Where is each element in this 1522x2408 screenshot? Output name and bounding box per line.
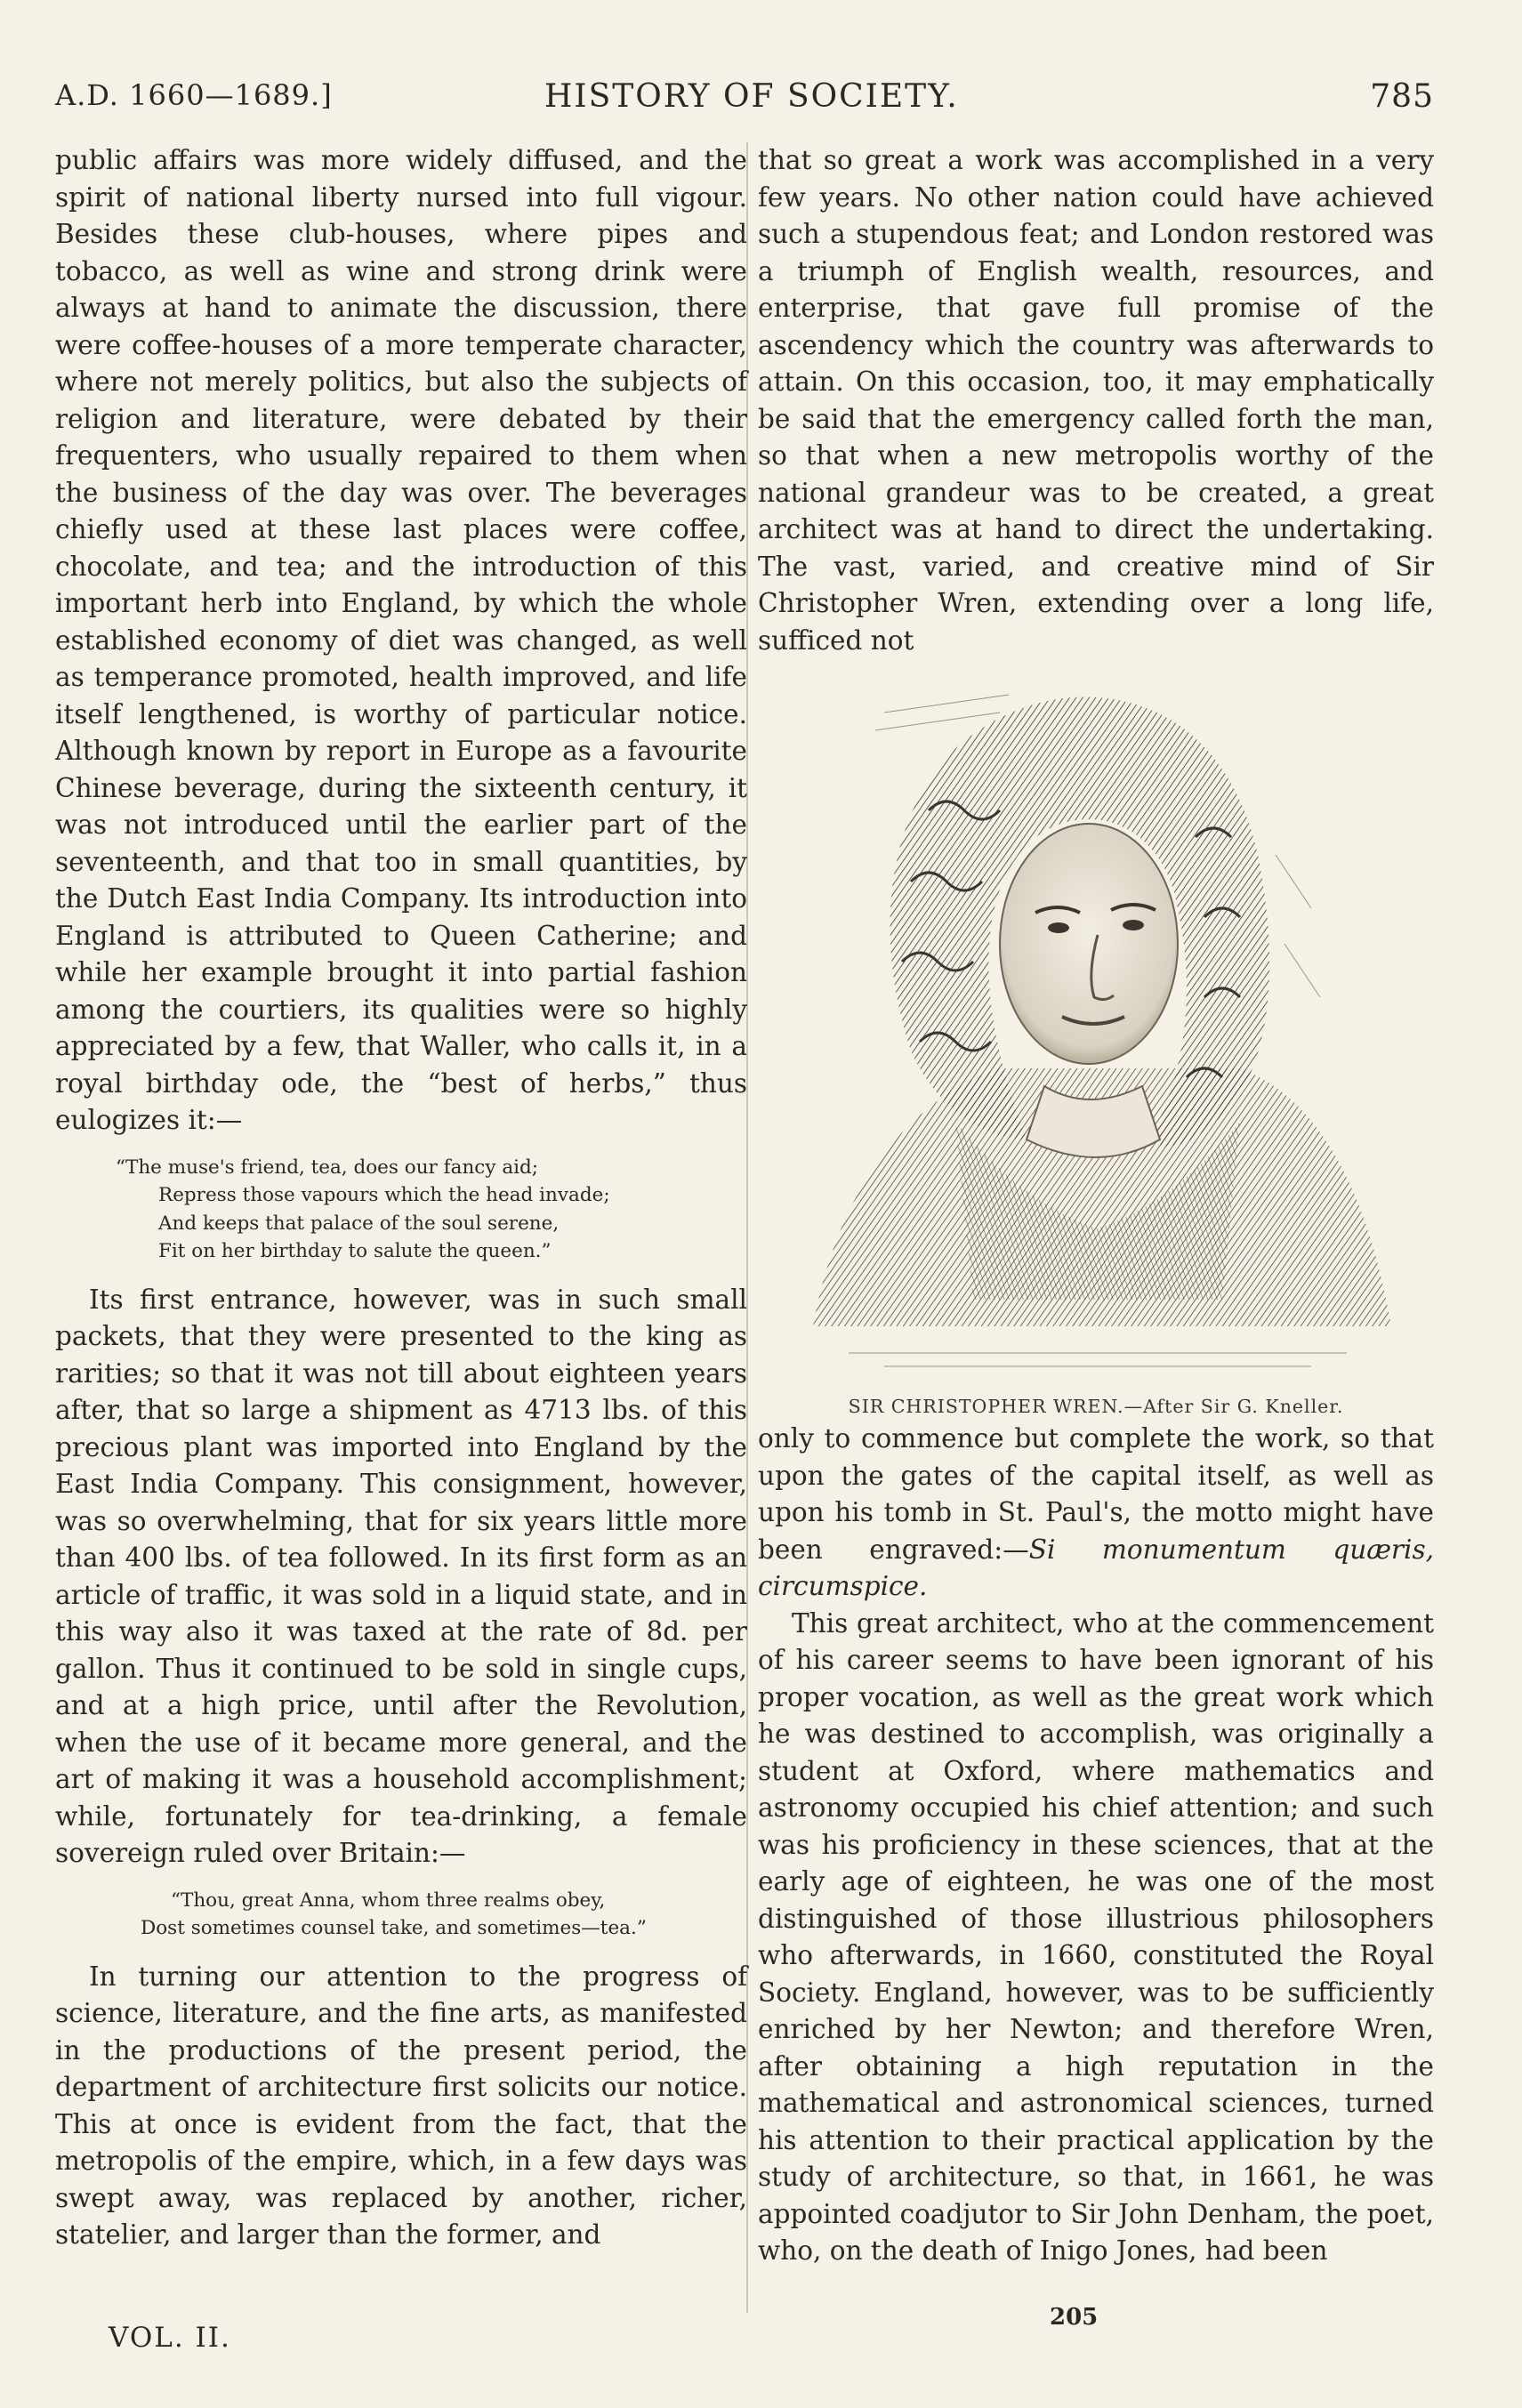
paragraph-tea-trade: Its first entrance, however, was in such small packets, that they were presented to the king as rarities; so that it was not till about eighteen years after, that so large a shipment as 4713 lbs. of this precious plant was imported into England by the East India Company. This consignment, however, was so overwhelming, that for six years little more than 400 lbs. of tea followed. In its first form as an article of traffic, it was sold in a liquid state, and in this way also it was taxed at the rate of 8d. per gallon. Thus it continued to be sold in single cups, and at a high price, until after the Revolution, when the use of it became more general, and the art of making it was a household accomplishment; while, fortunately for tea-drinking, a female sovereign ruled over Britain:— <box>55 1284 747 1868</box>
page-number: 785 <box>1370 78 1434 115</box>
verse-line: “The muse's friend, tea, does our fancy aid; <box>116 1156 539 1179</box>
paragraph-coffee-houses: public affairs was more widely diffused, and the spirit of national liberty nursed into full vigour. Besides these club-houses, where pipes and tobacco, as well as wine and strong drink were always at hand to animate the discussion, there were coffee-houses of a more temperate character, where not merely politics, but also the subjects of religion and literature, were debated by their frequenters, who usually repaired to them when the business of the day was over. The beverages chiefly used at these last places were coffee, chocolate, and tea; and the introduction of this important herb into England, by which the whole established economy of diet was changed, as well as temperance promoted, health improved, and life itself lengthened, is worthy of particular notice. Although known by report in Europe as a favourite Chinese beverage, during the sixteenth century, it was not introduced until the earlier part of the seventeenth, and that too in small quantities, by the Dutch East India Company. Its introduction into England is attributed to Queen Catherine; and while her example brought it into partial fashion among the courtiers, its qualities were so highly appreciated by a few, that Waller, who calls it, in a royal birthday ode, the “best of herbs,” thus eulogizes it:— <box>55 145 747 1135</box>
verse-line: And keeps that palace of the soul serene, <box>158 1212 560 1235</box>
verse-line: “Thou, great Anna, whom three realms obey, <box>171 1889 606 1912</box>
anna-verse <box>55 1887 747 1943</box>
right-column <box>758 142 1434 2270</box>
motto-latin: Si monumentum quæris, circumspice. <box>758 1534 1434 1601</box>
signature-mark: 205 <box>1050 2304 1099 2331</box>
waller-verse <box>55 1154 747 1266</box>
volume-marker: VOL. II. <box>109 2322 231 2354</box>
paragraph-motto <box>758 1421 1434 1606</box>
verse-line: Fit on her birthday to salute the queen.” <box>158 1240 552 1262</box>
paragraph-wren-career: This great architect, who at the commencement of his career seems to have been ignorant of his proper vocation, as well as the great work which he was destined to accomplish, was originally a student at Oxford, where mathematics and astronomy occupied his chief attention; and such was his proficiency in these sciences, that at the early age of eighteen, he was one of the most distinguished of those illustrious philosophers who afterwards, in 1660, constituted the Royal Society. England, however, was to be sufficiently enriched by her Newton; and therefore Wren, after obtaining a high reputation in the mathematical and astronomical sciences, turned his attention to their practical application by the study of architecture, so that, in 1661, he was appointed coadjutor to Sir John Denham, the poet, who, on the death of Inigo Jones, had been <box>758 1607 1434 2266</box>
verse-line: Repress those vapours which the head invade; <box>158 1184 610 1206</box>
paragraph-architecture: In turning our attention to the progress of science, literature, and the fine arts, as manifested in the productions of the present period, the department of architecture first solicits our notice. This at once is evident from the fact, that the metropolis of the empire, which, in a few days was swept away, was replaced by another, richer, statelier, and larger than the former, and <box>55 1961 747 2250</box>
illustration-caption: SIR CHRISTOPHER WREN.—After Sir G. Kneller. <box>848 1396 1344 1417</box>
left-column <box>55 142 747 2254</box>
running-head-dates: A.D. 1660—1689.] <box>55 78 333 112</box>
wren-portrait-illustration <box>758 677 1434 1415</box>
running-head-title: HISTORY OF SOCIETY. <box>544 78 959 115</box>
verse-line: Dost sometimes counsel take, and sometimes—tea.” <box>141 1917 647 1939</box>
wren-portrait-engraving <box>777 677 1400 1389</box>
motto-lead: only to commence but complete the work, so that upon the gates of the capital itself, as well as upon his tomb in St. Paul's, the motto might have been engraved:— <box>758 1423 1434 1565</box>
paragraph-london-restored: that so great a work was accomplished in a very few years. No other nation could have achieved such a stupendous feat; and London restored was a triumph of English wealth, resources, and enterprise, that gave full promise of the ascendency which the country was afterwards to attain. On this occasion, too, it may emphatically be said that the emergency called forth the man, so that when a new metropolis worthy of the national grandeur was to be created, a great architect was at hand to direct the undertaking. The vast, varied, and creative mind of Sir Christopher Wren, extending over a long life, sufficed not <box>758 145 1434 656</box>
